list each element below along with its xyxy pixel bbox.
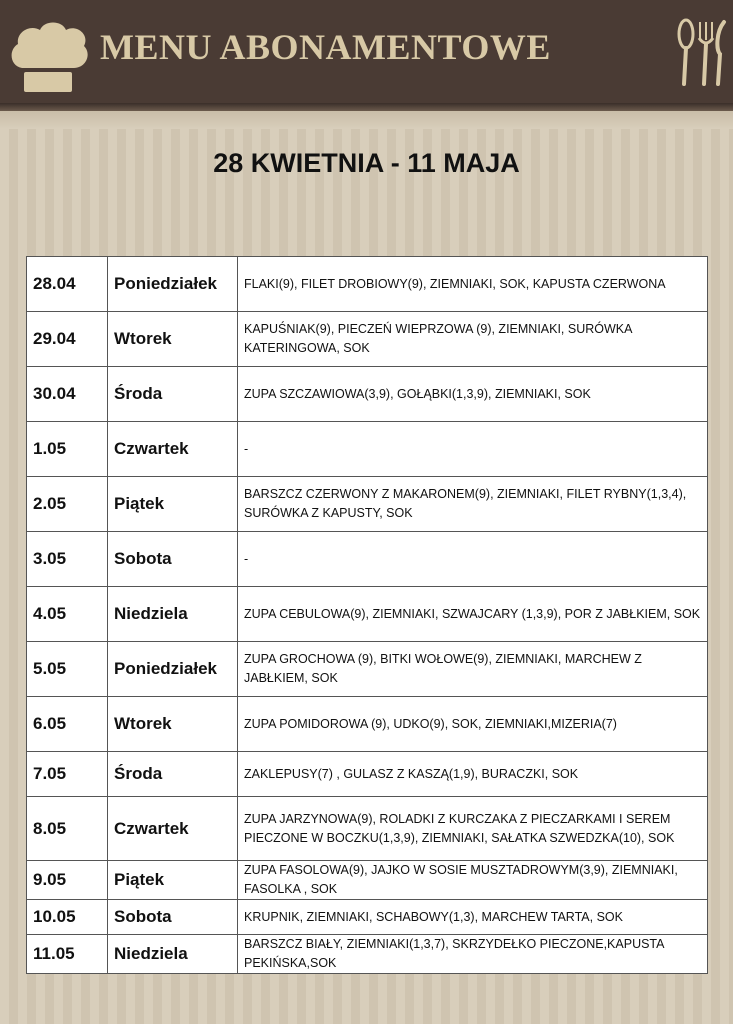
row-day: Wtorek — [108, 312, 238, 367]
row-dishes: - — [238, 422, 708, 477]
table-row — [27, 477, 708, 532]
row-dishes: - — [238, 532, 708, 587]
row-date: 11.05 — [27, 935, 108, 974]
chef-hat-icon — [6, 16, 88, 96]
row-date: 5.05 — [27, 642, 108, 697]
header-divider — [0, 103, 733, 111]
row-dishes: ZUPA POMIDOROWA (9), UDKO(9), SOK, ZIEMNIAKI,MIZERIA(7) — [238, 697, 708, 752]
row-dishes: ZUPA CEBULOWA(9), ZIEMNIAKI, SZWAJCARY (1,3,9), POR Z JABŁKIEM, SOK — [238, 587, 708, 642]
row-day: Środa — [108, 367, 238, 422]
row-day: Niedziela — [108, 935, 238, 974]
row-date: 1.05 — [27, 422, 108, 477]
row-day: Piątek — [108, 861, 238, 900]
row-day: Sobota — [108, 900, 238, 935]
row-date: 4.05 — [27, 587, 108, 642]
table-row — [27, 900, 708, 935]
table-row — [27, 935, 708, 974]
header-band — [0, 111, 733, 129]
date-range-heading: 28 KWIETNIA - 11 MAJA — [213, 148, 520, 178]
table-row — [27, 587, 708, 642]
table-row — [27, 257, 708, 312]
row-date: 9.05 — [27, 861, 108, 900]
row-date: 7.05 — [27, 752, 108, 797]
row-dishes: BARSZCZ BIAŁY, ZIEMNIAKI(1,3,7), SKRZYDEŁKO PIECZONE,KAPUSTA PEKIŃSKA,SOK — [238, 935, 708, 974]
row-date: 28.04 — [27, 257, 108, 312]
row-dishes: ZUPA JARZYNOWA(9), ROLADKI Z KURCZAKA Z PIECZARKAMI I SEREM PIECZONE W BOCZKU(1,3,9), ZIEMNIAKI, SAŁATKA SZWEDZKA(10), SOK — [238, 797, 708, 861]
row-date: 3.05 — [27, 532, 108, 587]
row-day: Poniedziałek — [108, 257, 238, 312]
row-dishes: ZUPA GROCHOWA (9), BITKI WOŁOWE(9), ZIEMNIAKI, MARCHEW Z JABŁKIEM, SOK — [238, 642, 708, 697]
row-day: Piątek — [108, 477, 238, 532]
table-row — [27, 367, 708, 422]
table-row — [27, 642, 708, 697]
row-date: 6.05 — [27, 697, 108, 752]
row-day: Wtorek — [108, 697, 238, 752]
row-date: 29.04 — [27, 312, 108, 367]
table-row — [27, 312, 708, 367]
row-day: Czwartek — [108, 422, 238, 477]
row-day: Niedziela — [108, 587, 238, 642]
table-row — [27, 752, 708, 797]
table-row — [27, 697, 708, 752]
row-dishes: KAPUŚNIAK(9), PIECZEŃ WIEPRZOWA (9), ZIEMNIAKI, SURÓWKA KATERINGOWA, SOK — [238, 312, 708, 367]
menu-title: MENU ABONAMENTOWE — [100, 27, 551, 67]
header-banner — [0, 0, 733, 103]
table-row — [27, 797, 708, 861]
row-day: Środa — [108, 752, 238, 797]
row-dishes: FLAKI(9), FILET DROBIOWY(9), ZIEMNIAKI, SOK, KAPUSTA CZERWONA — [238, 257, 708, 312]
row-date: 10.05 — [27, 900, 108, 935]
row-dishes: ZAKLEPUSY(7) , GULASZ Z KASZĄ(1,9), BURACZKI, SOK — [238, 752, 708, 797]
table-row — [27, 532, 708, 587]
row-day: Sobota — [108, 532, 238, 587]
table-row — [27, 422, 708, 477]
row-dishes: ZUPA SZCZAWIOWA(3,9), GOŁĄBKI(1,3,9), ZIEMNIAKI, SOK — [238, 367, 708, 422]
row-dishes: ZUPA FASOLOWA(9), JAJKO W SOSIE MUSZTADROWYM(3,9), ZIEMNIAKI, FASOLKA , SOK — [238, 861, 708, 900]
row-date: 30.04 — [27, 367, 108, 422]
row-day: Czwartek — [108, 797, 238, 861]
row-date: 8.05 — [27, 797, 108, 861]
row-dishes: BARSZCZ CZERWONY Z MAKARONEM(9), ZIEMNIAKI, FILET RYBNY(1,3,4), SURÓWKA Z KAPUSTY, SOK — [238, 477, 708, 532]
row-date: 2.05 — [27, 477, 108, 532]
row-dishes: KRUPNIK, ZIEMNIAKI, SCHABOWY(1,3), MARCHEW TARTA, SOK — [238, 900, 708, 935]
menu-table — [26, 256, 708, 974]
table-row — [27, 861, 708, 900]
row-day: Poniedziałek — [108, 642, 238, 697]
cutlery-icon — [672, 18, 730, 86]
